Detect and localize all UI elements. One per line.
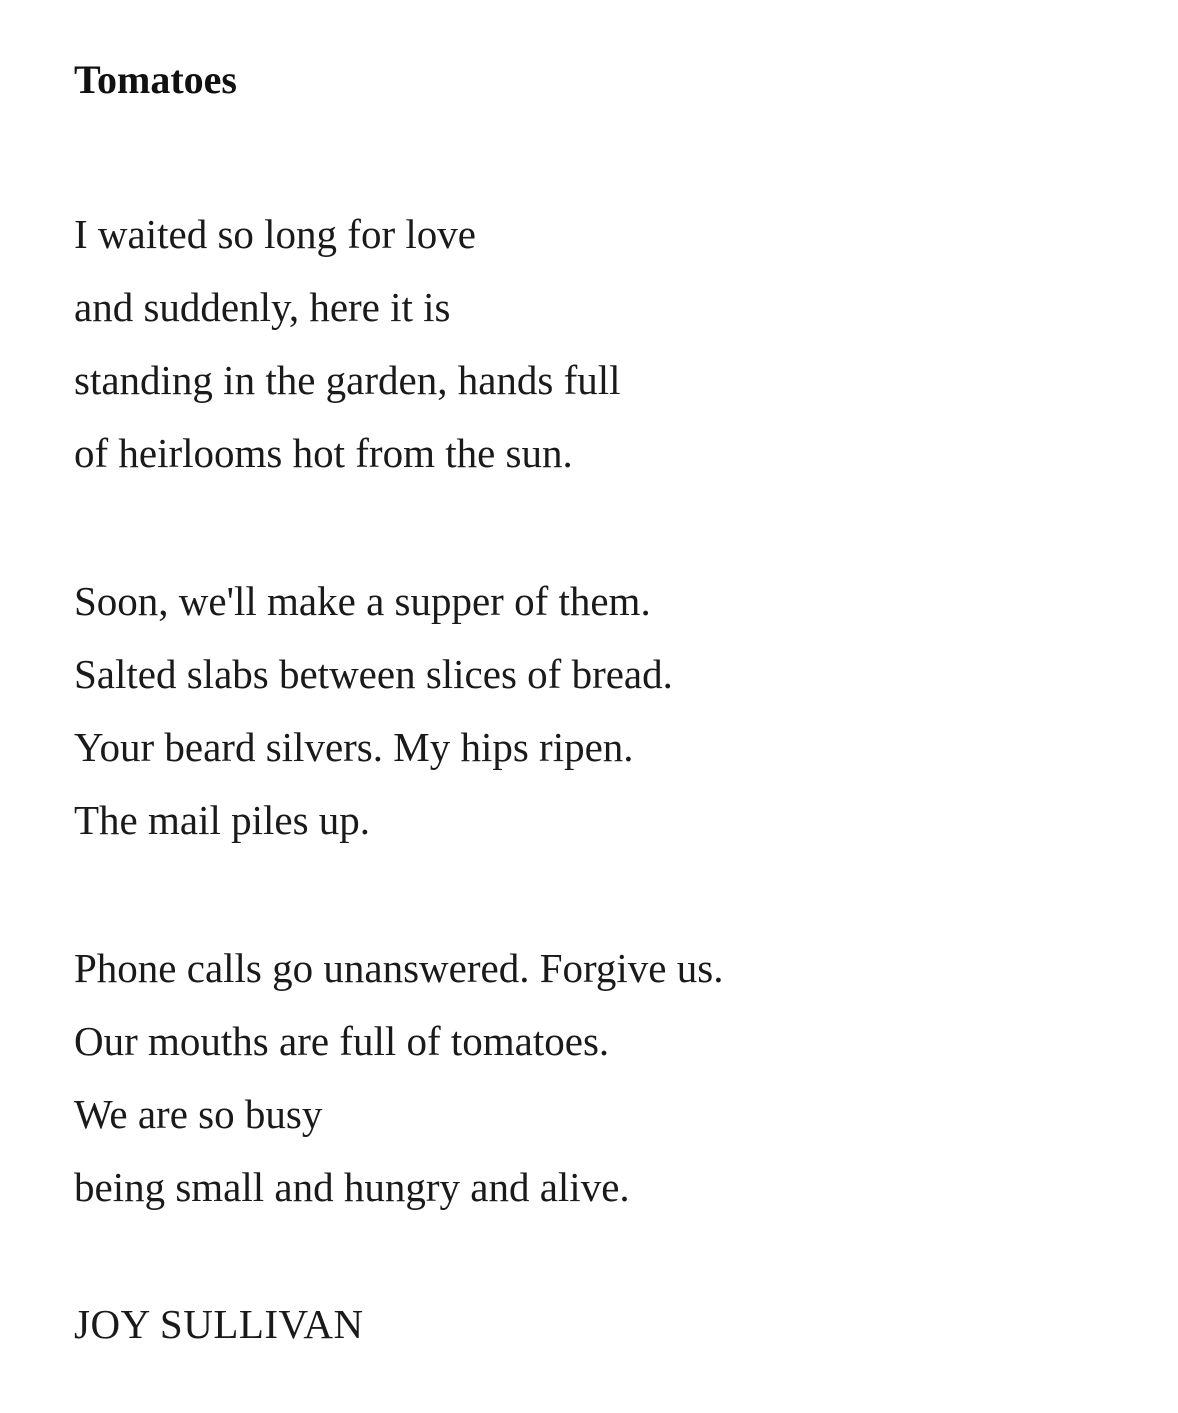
poem-title: Tomatoes [74,57,237,102]
poem-line: standing in the garden, hands full [74,357,621,403]
stanza-3 [74,932,723,1224]
poem-line: Salted slabs between slices of bread. [74,651,673,697]
poem-page [74,0,1134,1413]
stanza-2 [74,565,673,857]
poem-author: JOY SULLIVAN [74,1301,364,1347]
poem-line: of heirlooms hot from the sun. [74,430,573,476]
poem-line: Soon, we'll make a supper of them. [74,578,651,624]
poem-line: I waited so long for love [74,211,476,257]
poem-line: Our mouths are full of tomatoes. [74,1018,610,1064]
poem-line: Your beard silvers. My hips ripen. [74,724,634,770]
poem-line: Phone calls go unanswered. Forgive us. [74,945,724,991]
poem-line: and suddenly, here it is [74,284,451,330]
poem-line: We are so busy [74,1091,323,1137]
poem-line: The mail piles up. [74,797,371,843]
stanza-1 [74,198,621,490]
poem-line: being small and hungry and alive. [74,1164,630,1210]
